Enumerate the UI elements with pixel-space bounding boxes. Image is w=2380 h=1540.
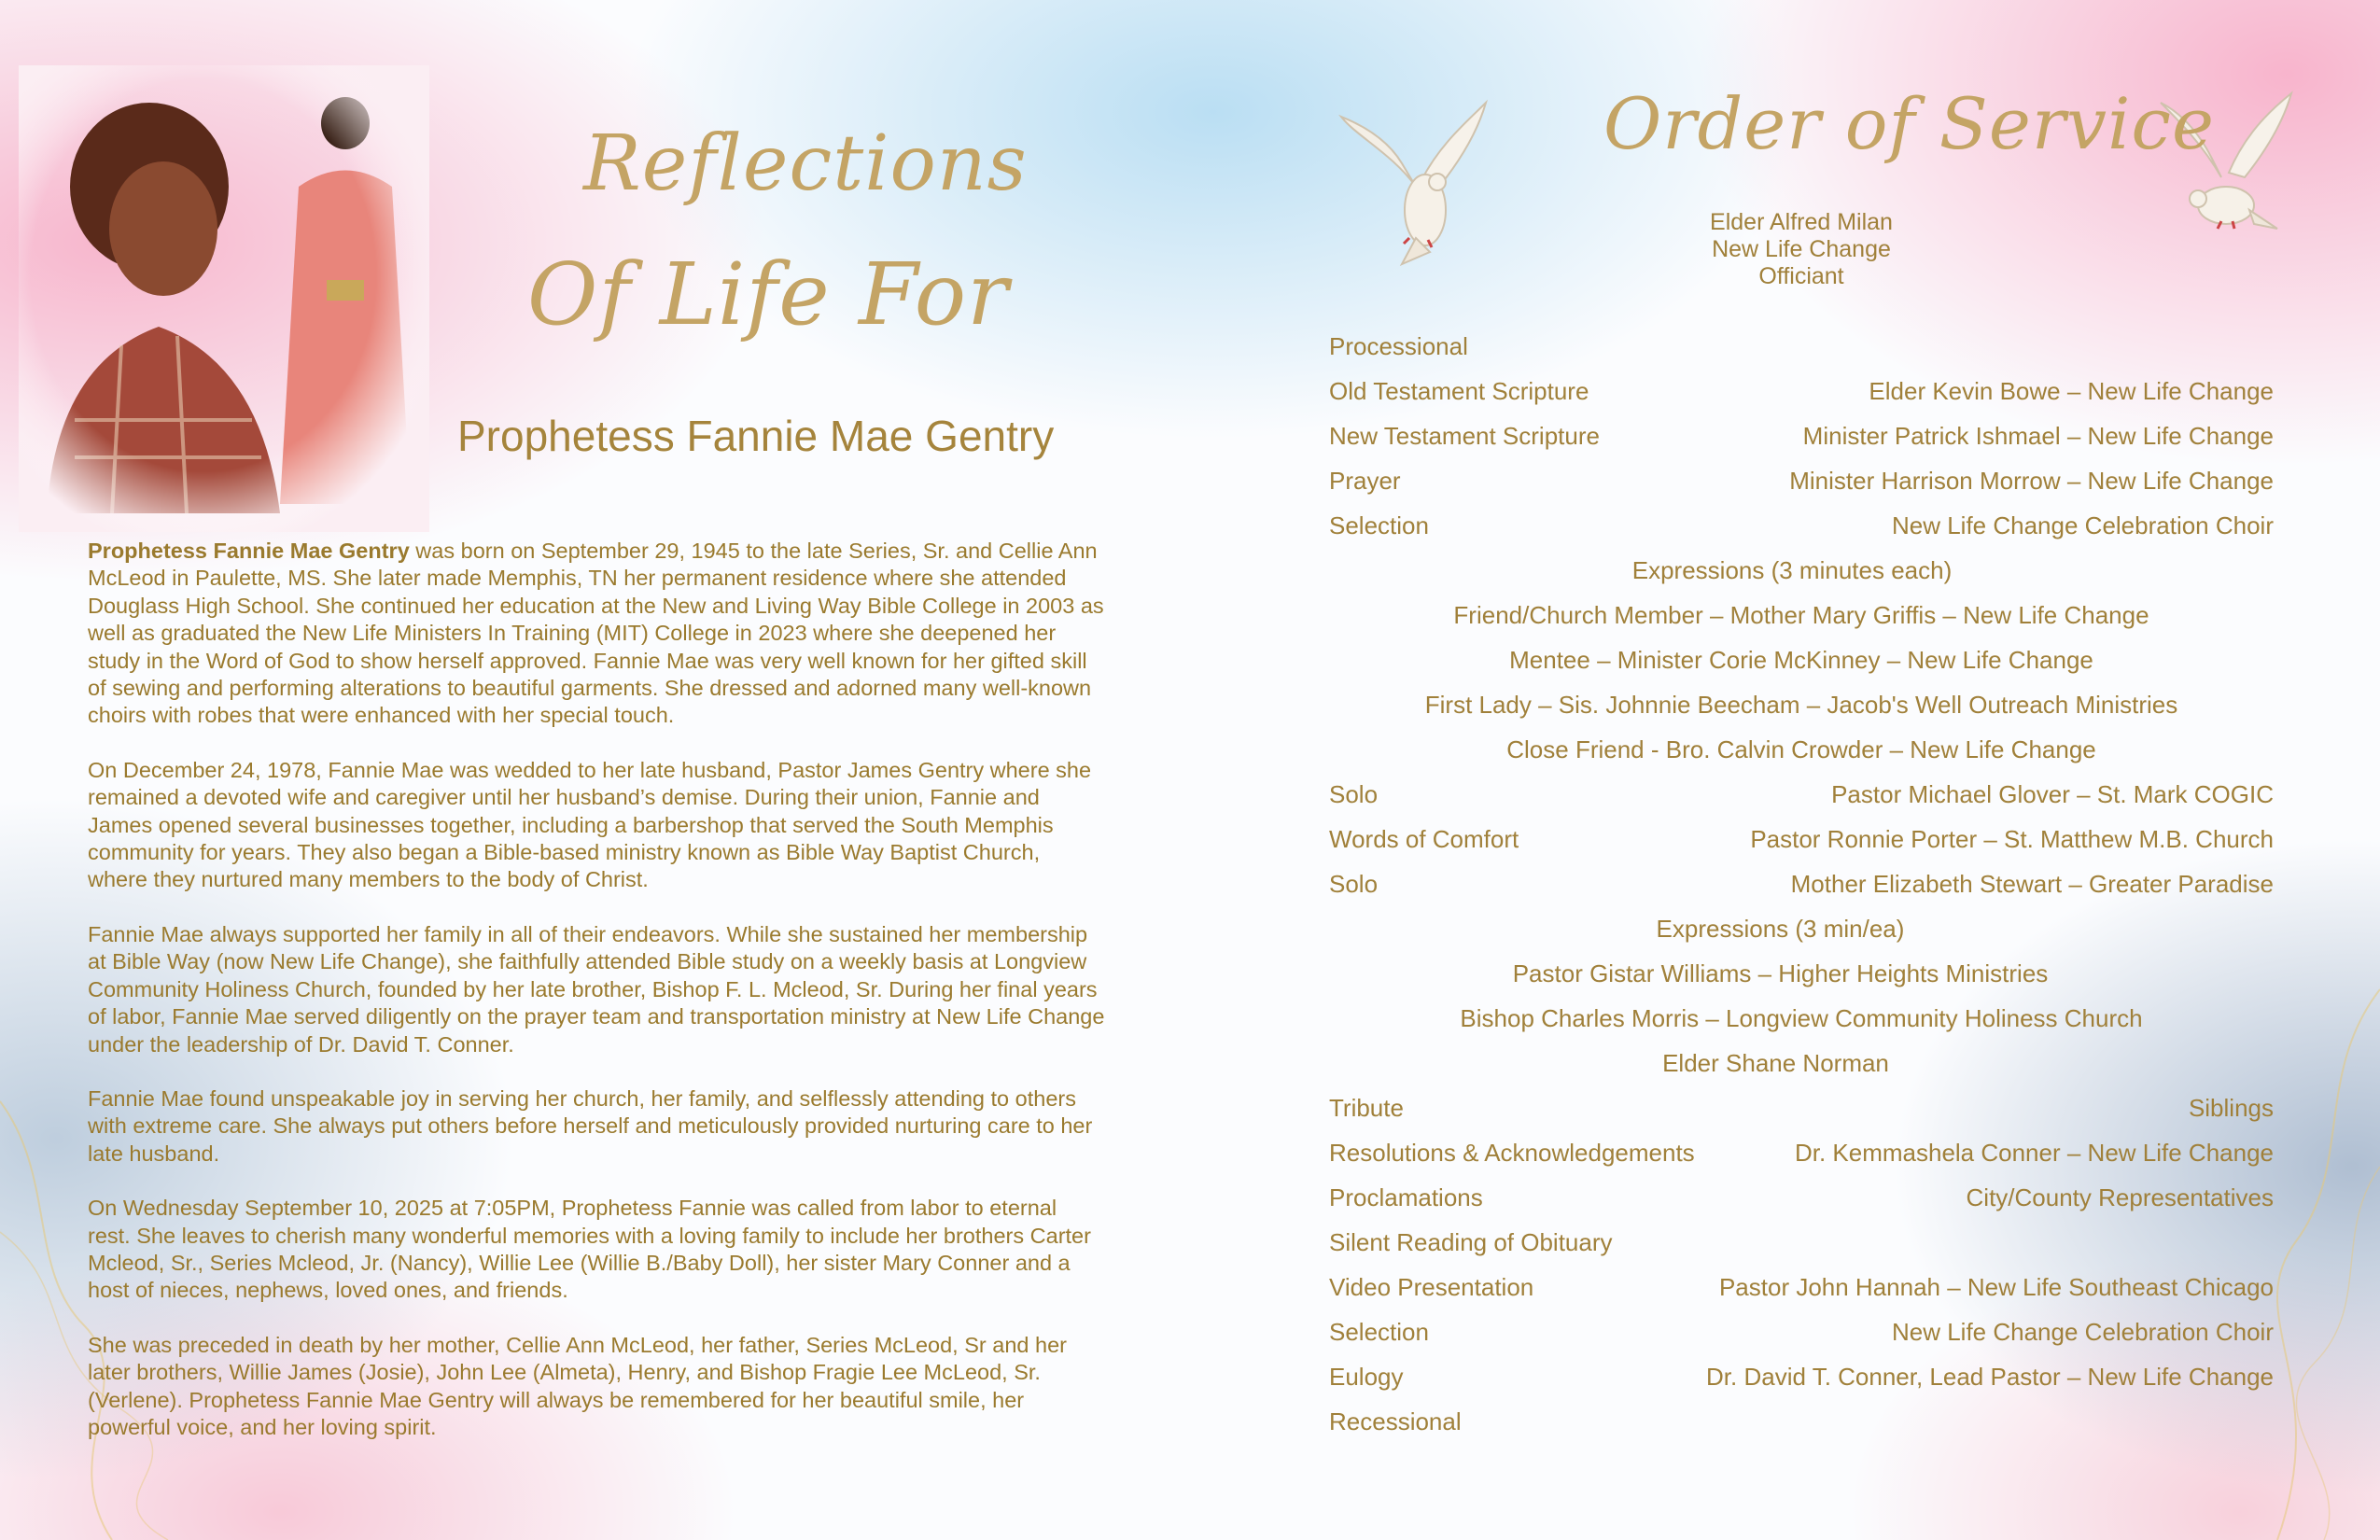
- program-row: [1329, 1407, 2274, 1439]
- bio-lead-name: Prophetess Fannie Mae Gentry: [88, 539, 410, 563]
- program-centered-item: Pastor Gistar Williams – Higher Heights Ministries: [1512, 959, 2049, 987]
- program-row: [1329, 332, 2274, 364]
- program-row: [1329, 377, 2274, 409]
- bio-paragraph: [88, 538, 1105, 730]
- program-centered-item: Expressions (3 minutes each): [1631, 556, 1953, 584]
- program-item-label: Solo: [1329, 870, 1379, 898]
- program-item-label: Words of Comfort: [1329, 825, 1519, 853]
- program-row: [1329, 825, 2274, 857]
- program-row: [1329, 1139, 2274, 1170]
- program-row: [1329, 870, 2274, 902]
- program-row: [1329, 646, 2274, 678]
- program-row: [1329, 1049, 2274, 1081]
- program-row: [1329, 691, 2274, 722]
- program-item-label: Resolutions & Acknowledgements: [1329, 1139, 1695, 1167]
- obituary-text: [88, 538, 1105, 1468]
- program-item-participant: Siblings: [2188, 1094, 2274, 1122]
- program-row: [1329, 735, 2274, 767]
- program-item-participant: Pastor Ronnie Porter – St. Matthew M.B. Church: [1750, 825, 2274, 853]
- program-centered-item: Expressions (3 min/ea): [1656, 915, 1905, 943]
- program-item-participant: New Life Change Celebration Choir: [1891, 511, 2274, 539]
- program-item-label: Processional: [1329, 332, 1468, 360]
- program-item-participant: Minister Patrick Ishmael – New Life Change: [1802, 422, 2274, 450]
- program-centered-item: First Lady – Sis. Johnnie Beecham – Jacob's Well Outreach Ministries: [1424, 691, 2178, 719]
- bio-paragraph-6: She was preceded in death by her mother, Cellie Ann McLeod, her father, Series McLeod, Sr and her later brothers, Willie James (Josie), John Lee (Almeta), Henry, and Bishop Fragie Lee McLeod, Sr. (Verlene). Prophetess Fannie Mae Gentry will always be remembered for her beautiful smile, her powerful voice, and her loving spirit.: [88, 1332, 1067, 1439]
- program-row: [1329, 467, 2274, 498]
- order-of-service-heading: Order of Service: [1603, 82, 2215, 165]
- program-item-participant: Dr. David T. Conner, Lead Pastor – New Life Change: [1706, 1363, 2274, 1391]
- program-row: [1329, 1363, 2274, 1394]
- program-row: [1329, 556, 2274, 588]
- officiant-name: Elder Alfred Milan: [1710, 209, 1893, 235]
- officiant-church: New Life Change: [1712, 236, 1891, 262]
- program-row: [1329, 422, 2274, 454]
- program-centered-item: Close Friend - Bro. Calvin Crowder – New Life Change: [1506, 735, 2096, 763]
- deceased-name-title: Prophetess Fannie Mae Gentry: [457, 412, 1055, 460]
- bio-paragraph-2: On December 24, 1978, Fannie Mae was wedded to her late husband, Pastor James Gentry where she remained a devoted wife and caregiver until her husband’s demise. During their union, Fannie and James opened several businesses together, including a barbershop that served the South Memphis community for years. They also began a Bible-based ministry known as Bible Way Baptist Church, where they nurtured many members to the body of Christ.: [88, 757, 1092, 892]
- program-item-participant: City/County Representatives: [1966, 1183, 2274, 1211]
- program-item-label: Eulogy: [1329, 1363, 1404, 1391]
- bio-paragraph-4: Fannie Mae found unspeakable joy in serving her church, her family, and selflessly attending to others with extreme care. She always put others before herself and meticulously provided nurturing care to her late husband.: [88, 1085, 1093, 1166]
- program-item-label: Proclamations: [1329, 1183, 1483, 1211]
- program-row: [1329, 1094, 2274, 1126]
- program-row: [1329, 959, 2274, 991]
- bio-paragraph-3: Fannie Mae always supported her family in all of their endeavors. While she sustained her membership at Bible Way (now New Life Change), she faithfully attended Bible study on a weekly basis at Longview Community Holiness Church, founded by her late brother, Bishop F. L. Mcleod, Sr. During her final years of labor, Fannie Mae served diligently on the prayer team and transportation ministry at New Life Change under the leadership of Dr. David T. Conner.: [88, 921, 1105, 1057]
- program-centered-item: Elder Shane Norman: [1662, 1049, 1889, 1077]
- program-item-participant: New Life Change Celebration Choir: [1891, 1318, 2274, 1346]
- program-item-participant: Pastor John Hannah – New Life Southeast Chicago: [1718, 1273, 2274, 1301]
- program-item-participant: Minister Harrison Morrow – New Life Change: [1789, 467, 2274, 495]
- program-row: [1329, 1318, 2274, 1350]
- program-item-participant: Pastor Michael Glover – St. Mark COGIC: [1831, 780, 2274, 808]
- program-item-label: Selection: [1329, 511, 1429, 539]
- program-row: [1329, 780, 2274, 812]
- program-item-label: Selection: [1329, 1318, 1429, 1346]
- program-item-participant: Dr. Kemmashela Conner – New Life Change: [1794, 1139, 2274, 1167]
- program-centered-item: Friend/Church Member – Mother Mary Griffis – New Life Change: [1453, 601, 2149, 629]
- program-centered-item: Bishop Charles Morris – Longview Community Holiness Church: [1460, 1004, 2143, 1032]
- officiant-block: [1605, 209, 1997, 290]
- program-item-label: Tribute: [1329, 1094, 1404, 1122]
- program-item-label: Old Testament Scripture: [1329, 377, 1589, 405]
- program-row: [1329, 915, 2274, 946]
- bio-paragraph-5: On Wednesday September 10, 2025 at 7:05PM, Prophetess Fannie was called from labor to eternal rest. She leaves to cherish many wonderful memories with a loving family to include her brothers Carter Mcleod, Sr., Series Mcleod, Jr. (Nancy), Willie Lee (Willie B./Baby Doll), her sister Mary Conner and a host of nieces, nephews, loved ones, and friends.: [88, 1196, 1091, 1303]
- program-item-label: Video Presentation: [1329, 1273, 1534, 1301]
- portrait-photo: [19, 65, 429, 532]
- program-item-participant: Elder Kevin Bowe – New Life Change: [1869, 377, 2274, 405]
- program-row: [1329, 601, 2274, 633]
- program-row: [1329, 1228, 2274, 1260]
- program-centered-item: Mentee – Minister Corie McKinney – New Life Change: [1509, 646, 2093, 674]
- program-item-label: Solo: [1329, 780, 1379, 808]
- program-item-label: Prayer: [1329, 467, 1401, 495]
- program-item-participant: Mother Elizabeth Stewart – Greater Paradise: [1790, 870, 2274, 898]
- program-row: [1329, 1004, 2274, 1036]
- program-row: [1329, 1273, 2274, 1305]
- reflections-heading: Reflections: [583, 119, 1028, 208]
- program-row: [1329, 1183, 2274, 1215]
- of-life-for-heading: Of Life For: [527, 245, 1010, 344]
- program-item-label: Recessional: [1329, 1407, 1462, 1435]
- program-item-label: New Testament Scripture: [1329, 422, 1600, 450]
- dove-left-icon: [1337, 98, 1495, 266]
- bio-paragraph-1: was born on September 29, 1945 to the late Series, Sr. and Cellie Ann McLeod in Paulette, MS. She later made Memphis, TN her permanent residence where she attended Douglass High School. She continued her education at the New and Living Way Bible College in 2003 as well as graduated the New Life Ministers In Training (MIT) College in 2023 where she deepened her study in the Word of God to show herself approved. Fannie Mae was very well known for her gifted skill of sewing and performing alterations to beautiful garments. She dressed and adorned many well-known choirs with robes that were enhanced with her special touch.: [88, 539, 1104, 728]
- program-item-label: Silent Reading of Obituary: [1329, 1228, 1613, 1256]
- program-row: [1329, 511, 2274, 543]
- officiant-role: Officiant: [1758, 263, 1844, 289]
